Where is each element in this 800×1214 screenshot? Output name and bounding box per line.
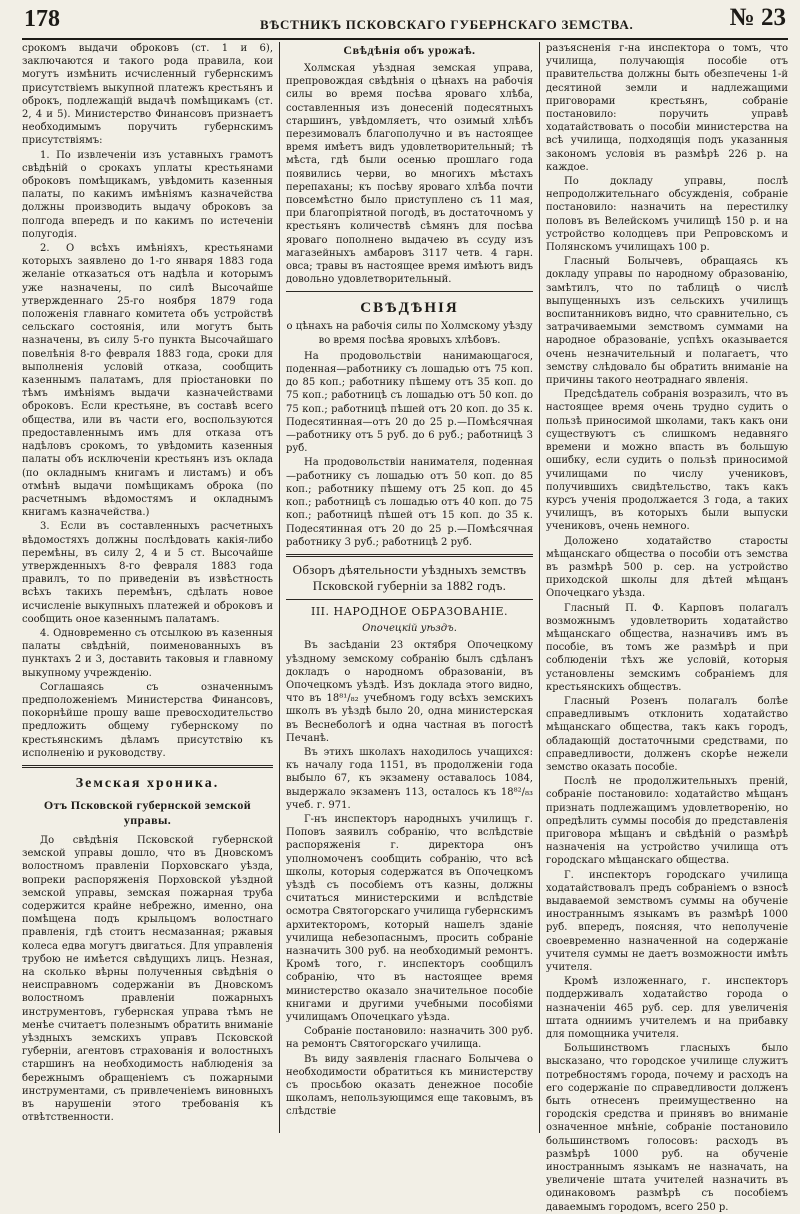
paragraph: Собраніе постановило: назначить 300 руб. на ремонтъ Святогорскаго училища. <box>286 1026 533 1051</box>
paragraph: Холмская уѣздная земская управа, препровождая свѣдѣнія о цѣнахъ на рабочія силы во время посѣва яроваго хлѣба, составленныя изъ донесеній подесятныхъ старшинъ, увѣдомляетъ, что озимый хлѣбъ перезимовалъ благополучно и въ настоящее время имѣетъ видъ удовлетворительный; тѣ мѣста, гдѣ были осенью прошлаго года появились черви, во многихъ мѣстахъ перепаханы; къ посѣву яроваго хлѣба почти повсемѣстно было приступлено съ 11 мая, при благопріятной погодѣ, въ достаточномъ у крестьянъ количествѣ сѣмянъ для посѣва яроваго пополнено выдачею въ ссуду изъ магазейныхъ амбаровъ 3117 четв. 4 гарн. овса; травы въ настоящее время имѣютъ видъ довольно удовлетворительный. <box>286 63 533 286</box>
paragraph: Соглашаясь съ означеннымъ предположеніемъ Министерства Финансовъ, покорнѣйше прошу ваше превосходительство предложить общему губернскому по крестьянскимъ дѣламъ присутствію къ исполненію и руководству. <box>22 681 273 759</box>
harvest-heading: Свѣдѣнія объ урожаѣ. <box>343 43 476 57</box>
paragraph: По докладу управы, послѣ непродолжительнаго обсужденія, собраніе постановило: назначить на перестилку половъ въ Велейскомъ училищѣ 150 р. и на устройство колодцевъ при Репровскомъ и Полянскомъ училищахъ 100 р. <box>546 176 788 254</box>
svedeniya-subheading: о цѣнахъ на рабочія силы по Холмскому уѣзду во время посѣва яровыхъ хлѣбовъ. <box>286 321 533 346</box>
paragraph: Кромѣ изложеннаго, г. инспекторъ поддерживалъ ходатайство города о назначеніи 465 руб. сер. для увеличенія штата одниимъ учителемъ и на прибавку для помощника учителя. <box>546 976 788 1041</box>
paragraph: До свѣдѣнія Псковской губернской земской управы дошло, что въ Дновскомъ волостномъ правленіи Порховскаго уѣзда, вопреки распоряженія Порховской уѣздной земской управы, земская пожарная труба содержится крайне небрежно, именно, она помѣщена подъ крыльцомъ волостнаго правленія, гдѣ стоитъ несмазанная; ржавыя колеса едва могутъ двигаться. Для управленія трубою не имѣется свѣдущихъ лицъ. Незная, на сколько вѣрны полученныя свѣдѣнія о неисправномъ содержаніи въ Дновскомъ волостномъ правленіи пожарныхъ инструментовъ, губернская управа тѣмъ не менѣе считаетъ полезнымъ обратить вниманіе уѣздныхъ земскихъ управъ Псковской губерніи, агентовъ страхованія и волостныхъ старшинъ на необходимость наблюденія за бережнымъ обращеніемъ съ пожарными инструментами, съ привлеченіемъ виновныхъ въ нарушеніи этого требованія къ отвѣтственности. <box>22 834 273 1124</box>
paragraph: Гласный П. Ф. Карповъ полагалъ возможнымъ удовлетворить ходатайство мѣщанскаго общества, назначивъ имъ въ пособіе, въ томъ же размѣрѣ и при соблюденіи тѣхъ же условій, которыя установлены земскимъ собраніемъ для крестьянскихъ обществъ. <box>546 602 788 693</box>
paragraph: разъясненія г-на инспектора о томъ, что училища, получающія пособіе отъ правительства должны быть обезпечены 1-й десятиной земли и надлежащими приговорами крестьянъ, собраніе постановило: поручить управѣ ходатайствовать о пособіи министерства на всѣ училища, подходящія подъ указанныя закономъ условія въ размѣрѣ 226 р. на каждое. <box>546 43 788 173</box>
column-right <box>546 42 788 1213</box>
column-left <box>22 42 273 1133</box>
uezd-heading: Опочецкій уѣздъ. <box>362 623 457 635</box>
issue-number: № 23 <box>729 4 786 31</box>
divider <box>286 599 533 600</box>
section-divider <box>22 765 273 768</box>
column-divider <box>279 42 280 1133</box>
section-heading: III. НАРОДНОЕ ОБРАЗОВАНІЕ. <box>310 604 509 618</box>
paragraph: Въ засѣданіи 23 октября Опочецкому уѣздному земскому собранію былъ сдѣланъ докладъ о народномъ образованіи, въ Опочецкомъ уѣздѣ. Изъ доклада этого видно, что въ 18⁸¹/₈₂ учебномъ году всѣхъ земскихъ школъ въ уѣздѣ было 20, одна министерская въ Веснебологѣ и одна частная въ погостѣ Печанѣ. <box>286 640 533 744</box>
paragraph: Г. инспекторъ городскаго училища ходатайствовалъ предъ собраніемъ о взносѣ выдаваемой земствомъ суммы на обученіе иностраннымъ языкамъ въ размѣрѣ 1000 руб. впередъ, поясняя, что неполученіе своевременно назначенной на содержаніе учителя суммы не даетъ возможности имѣть учителя. <box>546 869 788 974</box>
paragraph: Въ этихъ школахъ находилось учащихся: къ началу года 1151, въ продолженіи года выбыло 67, къ экзамену оставалось 1084, выдержало экзаменъ 113, осталось къ 18⁸²/₈₃ учеб. г. 971. <box>286 746 533 811</box>
paragraph: Предсѣдатель собранія возразилъ, что въ настоящее время очень трудно судить о пользѣ приносимой школами, такъ какъ они существуютъ съ слишкомъ недавняго времени и можно впасть въ большую ошибку, если судить о пользѣ приносимой училищами по числу учениковъ, получившихъ свидѣтельство, такъ какъ курсъ ученія продолжается 3 года, а таких училищъ, въ которыхъ были выпуски учениковъ, очень немного. <box>546 389 788 533</box>
paragraph: 1. По извлеченіи изъ уставныхъ грамотъ свѣдѣній о срокахъ уплаты крестьянами оброковъ помѣщикамъ, увѣдомить казенныя палаты, по какимъ имѣніямъ казначейства должны производить выдачу оброковъ за полгода впередъ и по какимъ по истеченіи полугодія. <box>22 149 273 240</box>
column-middle <box>286 42 533 1133</box>
column-divider <box>539 42 540 1133</box>
from-heading: Отъ Псковской губернской земской управы. <box>43 797 252 827</box>
paragraph: На продовольствіи нанимающагося, поденная—работнику съ лошадью отъ 75 коп. до 85 коп.; работнику пѣшему отъ 35 коп. до 75 коп.; работницѣ съ лошадью отъ 50 коп. до 75 коп.; работницѣ пѣшей отъ 20 коп. до 35 к. Подесятинная—отъ 20 до 25 р.—Помѣсячная—работнику отъ 5 руб. до 6 руб.; работницѣ 3 руб. <box>286 350 533 455</box>
paragraph: Гласный Розенъ полагалъ болѣе справедливымъ отклонить ходатайство мѣщанскаго общества, такъ какъ городъ, обладающій достаточными средствами, по справедливости, долженъ скорѣе нежели земство оказать пособіе. <box>546 695 788 773</box>
paragraph: Въ виду заявленія гласнаго Болычева о необходимости обратиться къ министерству съ просьбою оказать денежное пособіе школамъ, непользующимся еще таковымъ, въ слѣдствіе <box>286 1053 533 1118</box>
columns <box>22 42 788 1213</box>
paragraph: Большинствомъ гласныхъ было высказано, что городское училище служитъ потребностямъ города, почему и расходъ на его содержаніе по справедливости долженъ быть отнесенъ преимущественно на городскія средства и принявъ во вниманіе означенное мнѣніе, собраніе постановило большинствомъ голосовъ: расходъ въ размѣрѣ 1000 руб. на обученіе иностраннымъ языкамъ не назначать, на увеличеніе штата учителей назначить въ одинаковомъ размѣрѣ съ пособіемъ даваемымъ городомъ, всего 250 р. <box>546 1043 788 1213</box>
paragraph: Г-нъ инспекторъ народныхъ училищъ г. Поповъ заявилъ собранію, что вслѣдствіе распоряженія г. директора онъ уполномоченъ сообщить собранію, что всѣ школы, которыя содержатся въ Опочецкомъ уѣздѣ съ пособіемъ отъ казны, должны считаться министерскими и вслѣдствіе осмотра Святогорскаго училища губернскимъ архитекторомъ, который нашелъ зданіе училища небезопаснымъ, просить собраніе назначить 300 руб. на необходимый ремонтъ. Кромѣ того, г. инспекторъ сообщилъ собранію, что въ настоящее время министерство оказало значительное пособіе книгами и другими учебными пособіями училищамъ Опочецкаго уѣзда. <box>286 813 533 1023</box>
paragraph: Послѣ не продолжительныхъ преній, собраніе постановило: ходатайство мѣщанъ признать подлежащимъ удовлетворенію, но опредѣлить суммы пособія до представленія приговора мѣщанъ и свѣдѣній о размѣрѣ назначенія на устройство училища отъ городскаго мѣщанскаго общества. <box>546 776 788 867</box>
chronicle-heading: Земская хроника. <box>75 775 220 791</box>
journal-title: ВѢСТНИКЪ ПСКОВСКАГО ГУБЕРНСКАГО ЗЕМСТВА. <box>260 17 634 32</box>
paragraph: 4. Одновременно съ отсылкою въ казенныя палаты свѣдѣній, поименованныхъ въ пунктахъ 2 и 3, доставить таковыя и главному выкупному учрежденію. <box>22 627 273 679</box>
page-header <box>22 4 788 40</box>
divider <box>286 291 533 292</box>
section-divider <box>286 554 533 557</box>
paragraph: На продовольствіи нанимателя, поденная—работнику съ лошадью отъ 50 коп. до 85 коп.; работнику пѣшему отъ 25 коп. до 45 коп.; работницѣ съ лошадью отъ 40 коп. до 75 коп.; работницѣ пѣшей отъ 15 коп. до 35 к. Подесятинная отъ 20 до 25 р.—Помѣсячная работнику 3 руб.; работницѣ 2 руб. <box>286 457 533 548</box>
paragraph: Гласный Болычевъ, обращаясь къ докладу управы по народному образованію, замѣтилъ, что по таблицѣ о числѣ выпущенныхъ изъ сельскихъ училищъ воспитанниковъ видно, что сравнительно, съ затрачиваемыми земствомъ суммами на народное образованіе, успѣхъ оказывается очень незначительный и полагаетъ, что земству слѣдовало бы обратить вниманіе на причины такого неотраднаго явленія. <box>546 256 788 387</box>
review-heading: Обзоръ дѣятельности уѣздныхъ земствъ Псковской губерніи за 1882 годъ. <box>292 561 527 593</box>
paragraph: срокомъ выдачи оброковъ (ст. 1 и 6), заключаются и такого рода правила, кои могутъ измѣнить исчисленный губернскимъ присутствіемъ выкупной платежъ крестьянъ и оброкъ, подлежащій выдачѣ помѣщикамъ (ст. 2, 4 и 5). Министерство Финансовъ признаетъ необходимымъ поручить губернскимъ присутствіямъ: <box>22 43 273 147</box>
paragraph: 3. Если въ составленныхъ расчетныхъ вѣдомостяхъ должны послѣдовать какія-либо перемѣны, въ силу 2, 4 и 5 ст. Высочайше утвержденныхъ 8-го февраля 1883 года правилъ, то по приведеніи въ извѣстность всѣхъ такихъ перемѣнъ, сдѣлать новое исчисленіе выкупныхъ платежей и оброковъ и сообщить оное казеннымъ палатамъ. <box>22 521 273 625</box>
paragraph: Доложено ходатайство старосты мѣщанскаго общества о пособіи отъ земства въ размѣрѣ 500 р. сер. на устройство приходской школы для дѣтей мѣщанъ Опочецкаго уѣзда. <box>546 535 788 600</box>
page-number: 178 <box>24 6 60 32</box>
svedeniya-heading: СВѢДѢНІЯ <box>360 300 459 317</box>
paragraph: 2. О всѣхъ имѣніяхъ, крестьянами которыхъ заявлено до 1-го января 1883 года желаніе отказаться отъ надѣла и которымъ уже назначены, по силѣ Высочайше утвержденнаго 25-го ноября 1879 года положенія главнаго комитета объ устройствѣ сельскаго состоянія, или могутъ быть назначены, въ силу 5-го пункта Высочайшаго повелѣнія 8-го февраля 1883 года, сроки для выполненія условій отказа, сообщить казеннымъ палатамъ, для пріостановки по тѣмъ имѣніямъ выдачи казначействами оброковъ. Если крестьяне, въ составѣ всего общества, или въ части его, воспользуются предоставленнымъ имъ для отказа отъ надѣловъ срокомъ, то увѣдомить казенныя палаты объ исключеніи крестьянъ изъ оклада (по окладнымъ книгамъ и листамъ) и объ отмѣнѣ выдачи помѣщикамъ оброка (по расчетнымъ вѣдомостямъ и окладнымъ книгамъ казначейства.) <box>22 243 273 519</box>
